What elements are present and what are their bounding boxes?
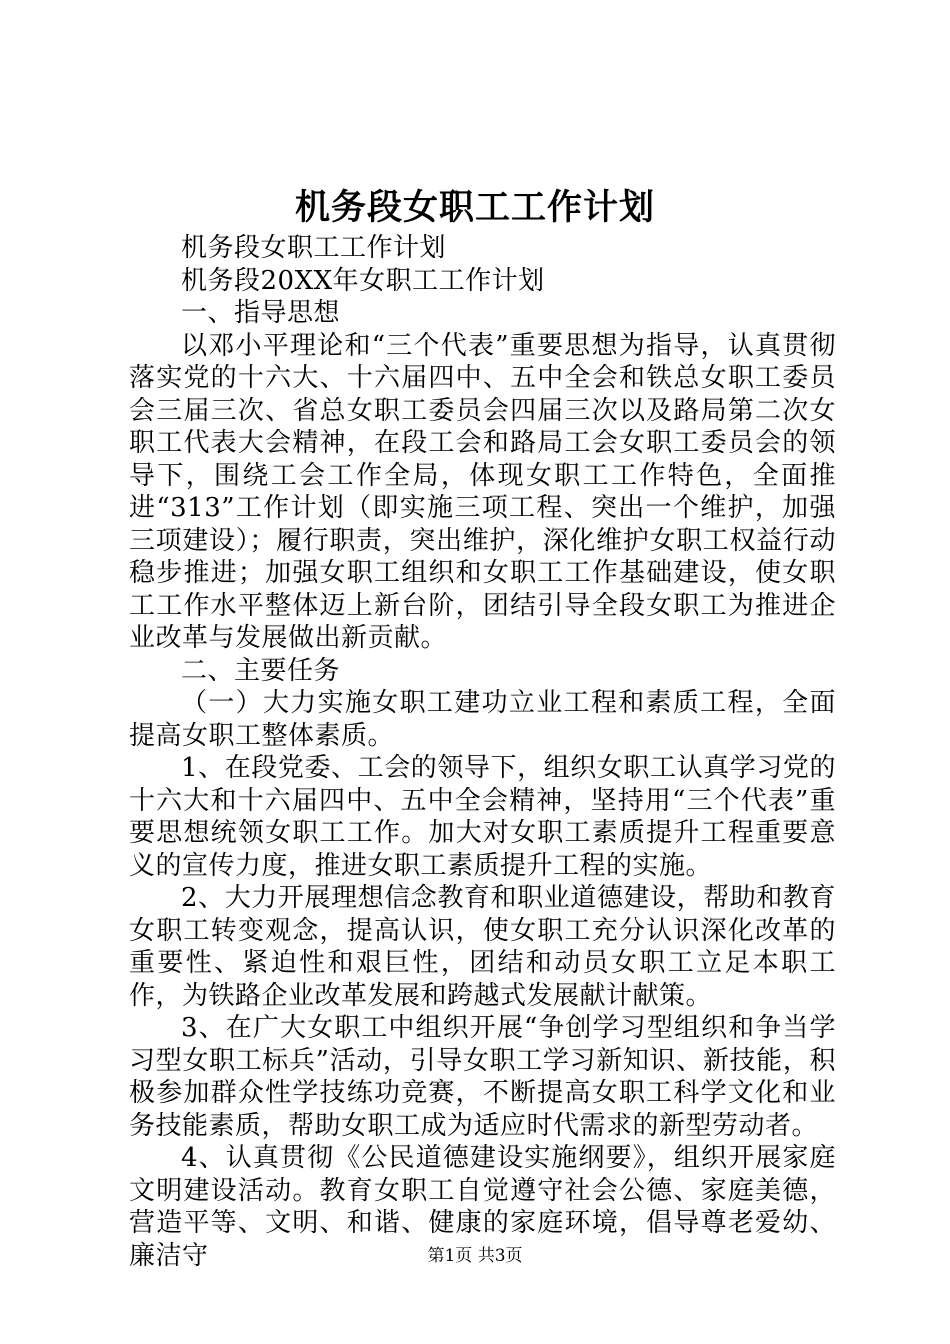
- paragraph-item-4: 4、认真贯彻《公民道德建设实施纲要》，组织开展家庭文明建设活动。教育女职工自觉遵守社会公德、家庭美德，营造平等、文明、和谐、健康的家庭环境，倡导尊老爱幼、廉洁守: [129, 1143, 836, 1271]
- paragraph-item-3: 3、在广大女职工中组织开展“争创学习型组织和争当学习型女职工标兵”活动，引导女职工学习新知识、新技能，积极参加群众性学技练功竞赛，不断提高女职工科学文化和业务技能素质，帮助女职工成为适应时代需求的新型劳动者。: [129, 1013, 836, 1141]
- section-heading-guiding-ideology: 一、指导思想: [181, 298, 341, 328]
- page-number-footer: 第1页 共3页: [427, 1246, 523, 1266]
- paragraph-guiding-ideology: 以邓小平理论和“三个代表”重要思想为指导，认真贯彻落实党的十六大、十六届四中、五中全会和铁总女职工委员会三届三次、省总女职工委员会四届三次以及路局第二次女职工代表大会精神，在段工会和路局工会女职工委员会的领导下，围绕工会工作全局，体现女职工工作特色，全面推进“313”工作计划（即实施三项工程、突出一个维护，加强三项建设）；履行职责，突出维护，深化维护女职工权益行动稳步推进；加强女职工组织和女职工工作基础建设，使女职工工作水平整体迈上新台阶，团结引导全段女职工为推进企业改革与发展做出新贡献。: [129, 330, 836, 653]
- paragraph-plan-name: 机务段20XX年女职工工作计划: [181, 265, 545, 296]
- document-body: [129, 232, 836, 1272]
- paragraph-subtitle: 机务段女职工工作计划: [181, 233, 447, 263]
- subsection-heading-1: （一）大力实施女职工建功立业工程和素质工程，全面提高女职工整体素质。: [129, 688, 836, 751]
- document-title: 机务段女职工工作计划: [294, 187, 655, 228]
- section-heading-main-tasks: 二、主要任务: [181, 655, 341, 686]
- paragraph-item-1: 1、在段党委、工会的领导下，组织女职工认真学习党的十六大和十六届四中、五中全会精神，坚持用“三个代表”重要思想统领女职工工作。加大对女职工素质提升工程重要意义的宣传力度，推进女职工素质提升工程的实施。: [129, 753, 836, 881]
- paragraph-item-2: 2、大力开展理想信念教育和职业道德建设，帮助和教育女职工转变观念，提高认识，使女职工充分认识深化改革的重要性、紧迫性和艰巨性，团结和动员女职工立足本职工作，为铁路企业改革发展和跨越式发展献计献策。: [129, 883, 836, 1011]
